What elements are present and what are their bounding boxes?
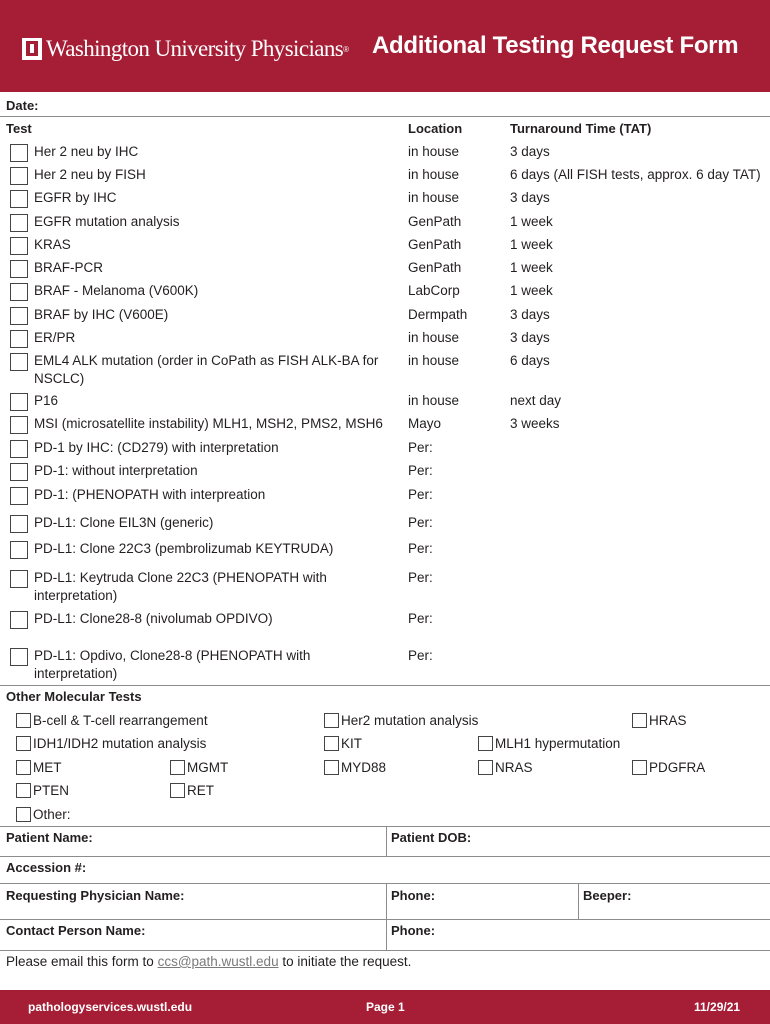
test-name: PD-L1: Clone28-8 (nivolumab OPDIVO): [34, 611, 273, 626]
beeper-label: Beeper:: [583, 888, 632, 903]
header-banner: [0, 0, 770, 92]
test-tat: next day: [510, 393, 562, 408]
molecular-checkbox[interactable]: [16, 736, 31, 751]
test-location: Per:: [408, 487, 433, 502]
divider: [578, 883, 579, 919]
molecular-checkbox[interactable]: [324, 760, 339, 775]
test-name: EGFR by IHC: [34, 190, 117, 205]
molecular-test-label: Other:: [33, 807, 71, 822]
molecular-test-label: MGMT: [187, 760, 229, 775]
test-tat: 3 days: [510, 307, 550, 322]
contact-person-label: Contact Person Name:: [6, 923, 146, 938]
divider: [0, 856, 770, 857]
molecular-test-label: PDGFRA: [649, 760, 706, 775]
divider: [386, 883, 387, 950]
test-location: GenPath: [408, 214, 462, 229]
test-checkbox[interactable]: [10, 190, 28, 208]
email-note-after: to initiate the request.: [278, 954, 412, 969]
email-link[interactable]: ccs@path.wustl.edu: [157, 954, 279, 969]
test-location: Dermpath: [408, 307, 468, 322]
test-tat: 3 days: [510, 144, 550, 159]
footer-date: 11/29/21: [694, 1000, 741, 1014]
divider: [0, 950, 770, 951]
test-checkbox[interactable]: [10, 260, 28, 278]
test-name: EGFR mutation analysis: [34, 214, 180, 229]
test-name: BRAF-PCR: [34, 260, 104, 275]
molecular-checkbox[interactable]: [632, 760, 647, 775]
test-location: in house: [408, 330, 460, 345]
divider: [386, 826, 387, 856]
test-checkbox[interactable]: [10, 487, 28, 505]
molecular-checkbox[interactable]: [16, 713, 31, 728]
test-location: Mayo: [408, 416, 442, 431]
test-name: Her 2 neu by FISH: [34, 167, 146, 182]
test-checkbox[interactable]: [10, 440, 28, 458]
test-location: in house: [408, 167, 460, 182]
molecular-test-label: Her2 mutation analysis: [341, 713, 479, 728]
test-name: P16: [34, 393, 59, 408]
accession-label: Accession #:: [6, 860, 87, 875]
test-location: Per:: [408, 515, 433, 530]
test-checkbox[interactable]: [10, 393, 28, 411]
test-name: ER/PR: [34, 330, 76, 345]
test-name: KRAS: [34, 237, 71, 252]
other-molecular-heading: Other Molecular Tests: [6, 689, 142, 704]
molecular-test-label: MYD88: [341, 760, 387, 775]
test-checkbox[interactable]: [10, 648, 28, 666]
molecular-test-label: KIT: [341, 736, 363, 751]
email-note: [6, 953, 411, 971]
molecular-test-label: NRAS: [495, 760, 533, 775]
molecular-checkbox[interactable]: [170, 783, 185, 798]
test-checkbox[interactable]: [10, 541, 28, 559]
divider: [0, 826, 770, 827]
test-name: PD-1: without interpretation: [34, 463, 198, 478]
molecular-test-label: MET: [33, 760, 62, 775]
column-location: Location: [408, 121, 463, 136]
test-checkbox[interactable]: [10, 167, 28, 185]
test-name: PD-L1: Clone 22C3 (pembrolizumab KEYTRUDA): [34, 541, 334, 556]
test-checkbox[interactable]: [10, 570, 28, 588]
molecular-test-label: B-cell & T-cell rearrangement: [33, 713, 208, 728]
molecular-checkbox[interactable]: [16, 760, 31, 775]
test-name: BRAF by IHC (V600E): [34, 307, 169, 322]
email-note-before: Please email this form to: [6, 954, 158, 969]
molecular-test-label: IDH1/IDH2 mutation analysis: [33, 736, 207, 751]
test-location: GenPath: [408, 260, 462, 275]
molecular-checkbox[interactable]: [632, 713, 647, 728]
molecular-checkbox[interactable]: [324, 713, 339, 728]
divider: [0, 116, 770, 117]
logo: [22, 36, 349, 62]
molecular-checkbox[interactable]: [478, 760, 493, 775]
test-location: GenPath: [408, 237, 462, 252]
test-name: PD-L1: Clone EIL3N (generic): [34, 515, 214, 530]
test-checkbox[interactable]: [10, 353, 28, 371]
test-tat: 3 days: [510, 190, 550, 205]
test-location: Per:: [408, 541, 433, 556]
test-checkbox[interactable]: [10, 416, 28, 434]
test-location: Per:: [408, 611, 433, 626]
test-checkbox[interactable]: [10, 515, 28, 533]
shield-icon: [22, 38, 42, 60]
test-location: in house: [408, 190, 460, 205]
logo-text: Washington University Physicians: [46, 36, 344, 61]
divider: [0, 919, 770, 920]
test-location: in house: [408, 353, 460, 368]
test-checkbox[interactable]: [10, 237, 28, 255]
test-location: Per:: [408, 440, 433, 455]
divider: [0, 883, 770, 884]
molecular-test-label: PTEN: [33, 783, 70, 798]
column-test: Test: [6, 121, 32, 136]
test-name: PD-L1: Opdivo, Clone28-8 (PHENOPATH with interpretation): [34, 648, 311, 681]
test-tat: 1 week: [510, 237, 553, 252]
test-tat: 1 week: [510, 260, 553, 275]
test-checkbox[interactable]: [10, 330, 28, 348]
footer-site: pathologyservices.wustl.edu: [28, 1000, 193, 1014]
date-label: Date:: [6, 98, 39, 113]
form-title: Additional Testing Request Form: [372, 32, 739, 59]
test-name: PD-1 by IHC: (CD279) with interpretation: [34, 440, 279, 455]
test-tat: 6 days (All FISH tests, approx. 6 day TAT): [510, 167, 761, 182]
test-checkbox[interactable]: [10, 307, 28, 325]
test-name: EML4 ALK mutation (order in CoPath as FISH ALK-BA for NSCLC): [34, 353, 379, 386]
physician-label: Requesting Physician Name:: [6, 888, 185, 903]
registered-mark: ®: [343, 44, 350, 54]
test-location: LabCorp: [408, 283, 460, 298]
molecular-test-label: HRAS: [649, 713, 687, 728]
test-tat: 1 week: [510, 283, 553, 298]
footer-banner: [0, 990, 770, 1024]
test-tat: 3 weeks: [510, 416, 560, 431]
molecular-checkbox[interactable]: [16, 807, 31, 822]
test-checkbox[interactable]: [10, 463, 28, 481]
molecular-checkbox[interactable]: [170, 760, 185, 775]
patient-dob-label: Patient DOB:: [391, 830, 472, 845]
molecular-checkbox[interactable]: [324, 736, 339, 751]
molecular-checkbox[interactable]: [478, 736, 493, 751]
column-tat: Turnaround Time (TAT): [510, 121, 652, 136]
test-checkbox[interactable]: [10, 283, 28, 301]
footer-page: Page 1: [366, 1000, 405, 1014]
test-location: in house: [408, 144, 460, 159]
molecular-checkbox[interactable]: [16, 783, 31, 798]
test-tat: 3 days: [510, 330, 550, 345]
phone-label: Phone:: [391, 888, 436, 903]
test-location: in house: [408, 393, 460, 408]
test-location: Per:: [408, 570, 433, 585]
test-tat: 1 week: [510, 214, 553, 229]
test-location: Per:: [408, 648, 433, 663]
test-name: BRAF - Melanoma (V600K): [34, 283, 199, 298]
test-name: MSI (microsatellite instability) MLH1, MSH2, PMS2, MSH6: [34, 416, 383, 431]
test-name: PD-L1: Keytruda Clone 22C3 (PHENOPATH with interpretation): [34, 570, 327, 603]
test-checkbox[interactable]: [10, 611, 28, 629]
test-tat: 6 days: [510, 353, 550, 368]
phone-label-2: Phone:: [391, 923, 436, 938]
patient-name-label: Patient Name:: [6, 830, 93, 845]
molecular-test-label: MLH1 hypermutation: [495, 736, 621, 751]
test-checkbox[interactable]: [10, 144, 28, 162]
molecular-test-label: RET: [187, 783, 214, 798]
divider: [0, 685, 770, 686]
test-name: Her 2 neu by IHC: [34, 144, 139, 159]
test-name: PD-1: (PHENOPATH with interpreation: [34, 487, 266, 502]
test-location: Per:: [408, 463, 433, 478]
test-checkbox[interactable]: [10, 214, 28, 232]
